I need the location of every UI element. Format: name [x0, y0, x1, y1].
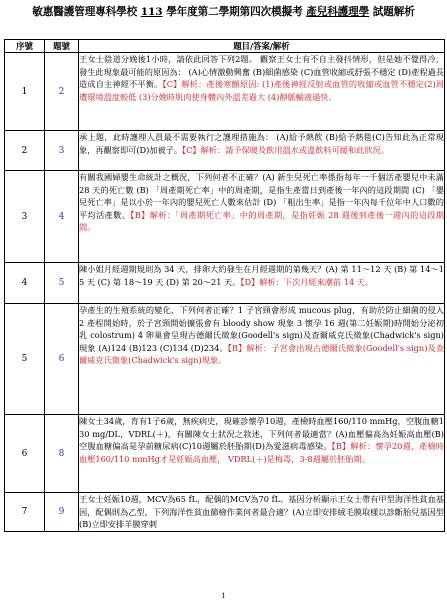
- question-text: 王女士妊娠10週，MCV為65 fL，配偶的MCV為70 fL。基因分析顯示王女士帶有甲型海洋性貧血基因，配偶則為乙型，下列海洋性貧血篩檢作業何者最合適？(A)立即安排絨毛膜取樣以診斷胎兒基因型(B)立即安排羊膜穿刺: [79, 494, 444, 530]
- table-row: [5, 415, 445, 493]
- question-text: 有關我國婦嬰生命統計之概況，下列何者不正確？(A) 新生兒死亡率係指每年一千個活產嬰兒中未滿 28 天的死亡數 (B) 「周產期死亡率」中的周產期，是指生產當日到產後一年內的這段期間 (C) 「嬰兒死亡率」是以小於一年內的嬰兒死亡人數來估計 (D) 「粗出生率」是指一年內每千位年中人口數的平均活產數。: [79, 172, 444, 220]
- header-question-answer-explanation: 題目/答案/解析: [79, 40, 445, 53]
- answer-explanation: 【C】解析：產後寒顫原因: (1)產後神經反射或血管的收縮或血管不穩定(2)周遭環境溫度較低 (3)分娩時肌肉使身體內外溫差過大 (4)靜脈輸液過快。: [79, 79, 444, 102]
- serial-number: 4: [5, 263, 45, 304]
- question-number: 6: [45, 304, 79, 415]
- subject-name: 產兒科護理學: [306, 6, 370, 18]
- question-cell: [79, 53, 445, 131]
- serial-number: 7: [5, 493, 45, 532]
- table-row: [5, 263, 445, 304]
- serial-number: 6: [5, 415, 45, 493]
- serial-number: 3: [5, 171, 45, 263]
- header-question-number: 題號: [45, 40, 79, 53]
- answer-explanation: 【C】解析：請予保暖及飲用溫水或溫飲料可緩和此狀況。: [182, 144, 389, 155]
- question-text: 陳女士34歲，育有1子6歲，無疾病史，現確診懷孕10週，產檢時血壓160/110 mmHg，空腹血糖130 mg/DL，VDRL(＋)，有關陳女士狀況之敘述，下列何者最適當？(A)血壓偏高為妊娠高血壓(B)空腹血糖偏高是孕前糖尿病(C)10週屬於胚胎期(D)為愛滋病毒感染。: [79, 416, 444, 452]
- question-number: 5: [45, 263, 79, 304]
- table-header-row: [5, 40, 445, 53]
- question-number: 2: [45, 53, 79, 131]
- table-row: [5, 53, 445, 131]
- question-number: 4: [45, 171, 79, 263]
- school-name: 敏惠醫護管理專科學校: [32, 6, 138, 18]
- question-number: 9: [45, 493, 79, 532]
- question-text: 承上題，此時護理人員最不需要執行之護理措施為： (A)給予熱飲 (B)給予熱毯(C)告知此為正常現象，再觀察即可(D)加被子。: [79, 132, 444, 155]
- question-number: 3: [45, 131, 79, 171]
- answer-explanation: 【B】解析：子宮會出現古德爾氏徵象(Goodell's sign)及查爾威克氏徵象(Chadwick's sign)現象。: [79, 342, 445, 366]
- question-table: [4, 39, 445, 532]
- answer-explanation: 【B】解析：「周產期死亡率」中的周產期，是指妊娠 28 週後到產後一週內的這段期間。: [79, 209, 444, 233]
- table-row: [5, 304, 445, 415]
- question-cell: [79, 415, 445, 493]
- page-number: 1: [221, 592, 226, 600]
- page-title: [0, 4, 447, 19]
- question-cell: [79, 304, 445, 415]
- serial-number: 2: [5, 131, 45, 171]
- document-type: 試題解析: [372, 6, 415, 18]
- question-cell: [79, 131, 445, 171]
- serial-number: 1: [5, 53, 45, 131]
- question-cell: [79, 263, 445, 304]
- serial-number: 5: [5, 304, 45, 415]
- question-cell: [79, 171, 445, 263]
- question-cell: [79, 493, 445, 532]
- header-serial-number: 序號: [5, 40, 45, 53]
- exam-term: 學年度第二學期第四次模擬考: [166, 6, 303, 18]
- question-number: 8: [45, 415, 79, 493]
- answer-explanation: 【B】解析：懷孕20週，產檢時血壓160/110 mmHg才是妊娠高血壓， VDRL(＋)是梅毒，3-8週屬於胚胎期。: [79, 441, 444, 464]
- answer-explanation: 【D】解析：下次月經來潮前 14 天。: [240, 276, 374, 287]
- table-row: [5, 131, 445, 171]
- academic-year: 113: [140, 6, 163, 18]
- question-text: 陳小姐月經週期規則為 34 天，排卵大約發生在月經週期的第幾天？(A) 第 11～12 天 (B) 第 14～15 天 (C) 第 18～19 天 (D) 第 20～21 天。: [79, 264, 444, 287]
- table-row: [5, 171, 445, 263]
- question-text: 孕產生的生殖系統的變化，下列何者正確？1 子宮頸會形成 mucous plug，有助於防止細菌的侵入 2 產程開始時，於子宮頸開始擴張會有 bloody show 現象 3 懷孕 16 週(第二妊娠期)時開始分泌初乳 colostrum) 4 卵巢會呈現古德爾氏徵象(Goodell's sign)及查爾威克氏徵象(Chadwick's sign)現象 (A)124 (B)123 (C)134 (D)234。: [79, 305, 444, 353]
- table-row: [5, 493, 445, 532]
- question-text: 王女士陰道分娩後1小時，請依此回答下列2題。 觀察王女士有不自主發抖情形，但是她不覺得冷，發生此現象最可能的原因為： (A)心情激動興奮 (B)細菌感染 (C)血管收縮或舒張不穩定 (D)產程過長造成自主神經不平衡。: [79, 54, 444, 90]
